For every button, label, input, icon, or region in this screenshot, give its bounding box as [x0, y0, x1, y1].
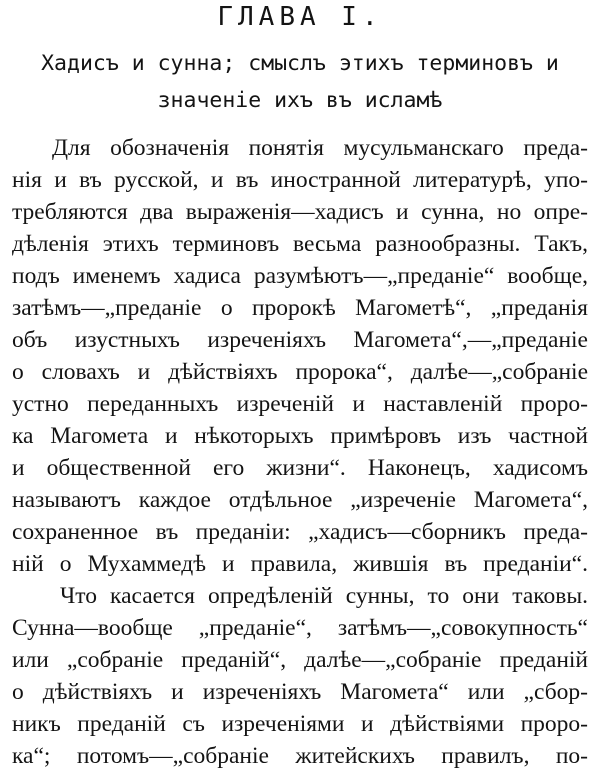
chapter-heading: ГЛАВА I. — [217, 2, 383, 32]
body-text-line: Для обозначенія понятія мусульманскаго преда- — [52, 135, 588, 161]
body-text-line: устно переданныхъ изреченій и наставленій проро- — [12, 391, 588, 417]
body-text-line: называютъ каждое отдѣльное „изреченіе Магомета“, — [12, 487, 588, 513]
body-text-line: никъ преданій съ изреченіями и дѣйствіями проро- — [12, 711, 588, 737]
body-text-line: ка Магомета и нѣкоторыхъ примѣровъ изъ частной — [12, 423, 588, 449]
chapter-title-line: Хадисъ и сунна; смыслъ этихъ терминовъ и — [41, 51, 559, 76]
body-text-line: дѣленія этихъ терминовъ весьма разнообразны. Такъ, — [12, 231, 588, 257]
body-text-line: требляются два выраженія—хадисъ и сунна, но опре- — [12, 199, 588, 225]
body-text-line: сохраненное въ преданіи: „хадисъ—сборникъ преда- — [12, 519, 588, 545]
body-text-line: затѣмъ—„преданіе о пророкѣ Магометѣ“, „преданія — [12, 295, 588, 321]
chapter-title-line: значеніе ихъ въ исламѣ — [157, 88, 443, 113]
body-text-line: ній о Мухаммедѣ и правила, жившія въ преданіи“. — [12, 551, 588, 577]
body-text-line: Что касается опредѣленій сунны, то они таковы. — [60, 583, 588, 609]
body-text-line: или „собраніе преданій“, далѣе—„собраніе преданій — [12, 647, 588, 673]
body-text-line: Сунна—вообще „преданіе“, затѣмъ—„совокупность“ — [12, 615, 588, 641]
body-text-line: и общественной его жизни“. Наконецъ, хадисомъ — [12, 455, 588, 481]
body-text-line: объ изустныхъ изреченіяхъ Магомета“,—„преданіе — [12, 327, 588, 353]
body-text-line: подъ именемъ хадиса разумѣютъ—„преданіе“ вообще, — [12, 263, 588, 289]
body-text-line: нія и въ русской, и въ иностранной литературѣ, упо- — [12, 167, 588, 193]
body-text-line: ка“; потомъ—„собраніе житейскихъ правилъ, по- — [12, 743, 588, 769]
body-text-line: о дѣйствіяхъ и изреченіяхъ Магомета“ или „сбор- — [12, 679, 588, 705]
body-text-line: о словахъ и дѣйствіяхъ пророка“, далѣе—„собраніе — [12, 359, 588, 385]
